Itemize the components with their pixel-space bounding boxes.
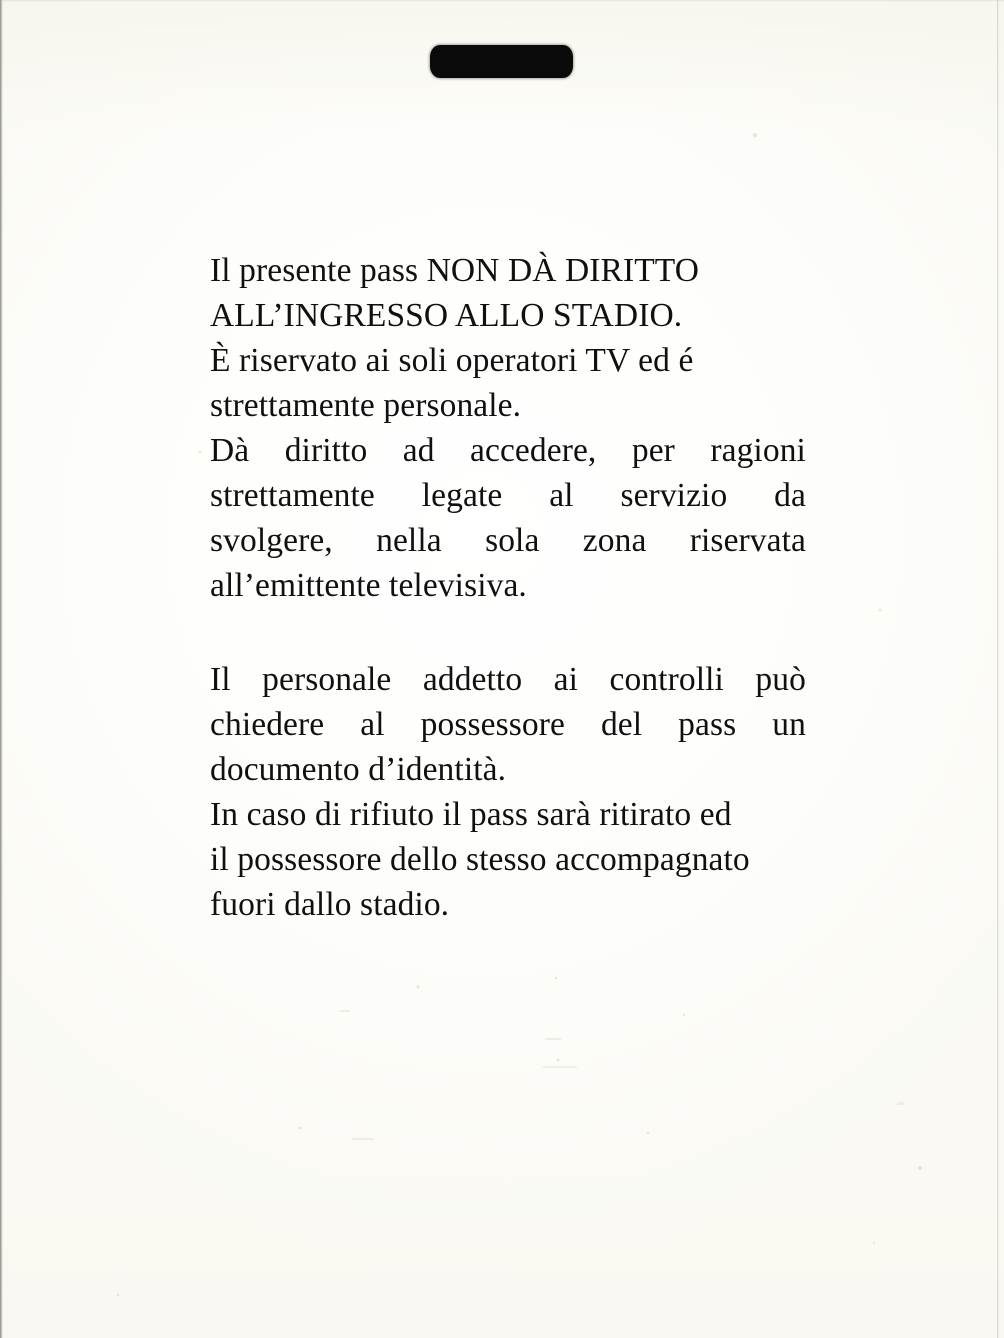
pass-terms-text — [210, 248, 806, 927]
terms-paragraph-2 — [210, 657, 806, 927]
terms-paragraph-1 — [210, 248, 806, 608]
terms-line: È riservato ai soli operatori TV ed é — [210, 342, 694, 379]
terms-line: Il presente pass NON DÀ DIRITTO — [210, 252, 700, 289]
terms-line-justified: Dà diritto ad accedere, per ragioni — [210, 432, 806, 469]
scan-edge-right — [997, 0, 999, 1338]
terms-line: strettamente personale. — [210, 387, 522, 424]
terms-line: il possessore dello stesso accompagnato — [210, 841, 750, 878]
scan-edge-left — [0, 0, 3, 1338]
scan-edge-top — [0, 0, 1004, 2]
terms-line-justified: strettamente legate al servizio da — [210, 477, 806, 514]
terms-line: ALL’INGRESSO ALLO STADIO. — [210, 297, 683, 334]
terms-line: In caso di rifiuto il pass sarà ritirato ed — [210, 796, 732, 833]
terms-line-justified: svolgere, nella sola zona riservata — [210, 522, 806, 559]
terms-line: documento d’identità. — [210, 751, 507, 788]
terms-line-justified: chiedere al possessore del pass un — [210, 706, 806, 743]
paper-bottom-tint — [0, 1158, 1004, 1338]
terms-line: all’emittente televisiva. — [210, 567, 527, 604]
paragraph-spacer — [210, 608, 806, 657]
terms-line-justified: Il personale addetto ai controlli può — [210, 661, 806, 698]
terms-line: fuori dallo stadio. — [210, 886, 450, 923]
redaction-bar — [430, 45, 573, 78]
